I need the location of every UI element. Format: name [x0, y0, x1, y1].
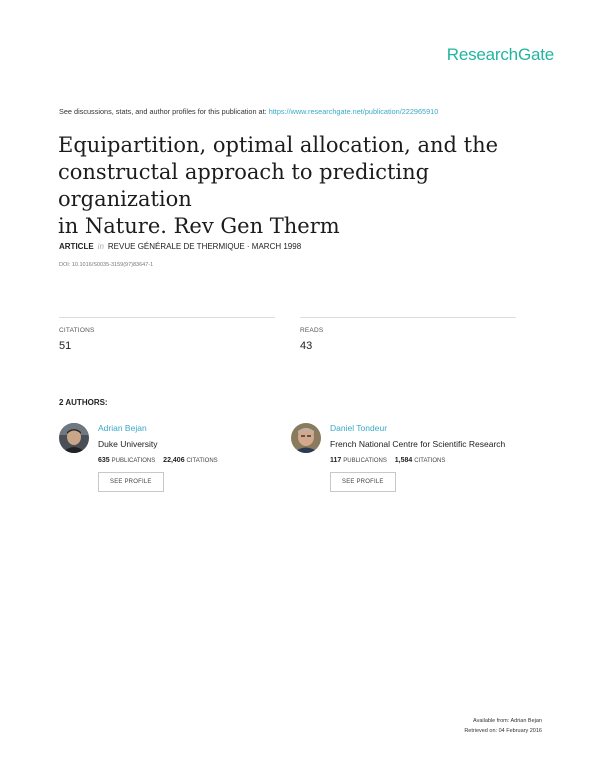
- available-from: Available from: Adrian Bejan: [473, 718, 542, 724]
- author-citations-count: 1,584: [394, 457, 413, 464]
- author-citations-label: CITATIONS: [414, 458, 446, 464]
- reads-value: 43: [300, 340, 313, 352]
- discussion-text: See discussions, stats, and author profiles for this publication at:: [59, 107, 267, 116]
- author-stats: [330, 457, 505, 464]
- author-institution: Duke University: [98, 439, 158, 449]
- publication-meta: [59, 242, 301, 251]
- publication-type: ARTICLE: [59, 242, 94, 251]
- journal-date: REVUE GÉNÉRALE DE THERMIQUE · MARCH 1998: [107, 242, 302, 251]
- title-line-2: constructal approach to predicting organization: [58, 160, 430, 211]
- publication-url-link[interactable]: https://www.researchgate.net/publication/222965910: [268, 107, 439, 116]
- author-name-link[interactable]: Adrian Bejan: [98, 423, 147, 433]
- avatar[interactable]: [59, 423, 89, 453]
- avatar[interactable]: [291, 423, 321, 453]
- author-name-link[interactable]: Daniel Tondeur: [330, 423, 388, 433]
- discussion-note: [59, 107, 438, 116]
- author-citations-count: 22,406: [163, 457, 185, 464]
- citations-value: 51: [59, 340, 72, 352]
- in-word: in: [97, 242, 104, 251]
- researchgate-logo[interactable]: ResearchGate: [446, 45, 554, 64]
- author-publications-count: 117: [330, 457, 342, 464]
- retrieved-on: Retrieved on: 04 February 2016: [464, 728, 542, 734]
- citations-stat: [59, 317, 275, 352]
- doi: DOI: 10.1016/S0035-3159(97)83647-1: [59, 262, 154, 268]
- publication-title: [58, 132, 548, 240]
- footer-info: [464, 716, 542, 736]
- title-line-3: in Nature. Rev Gen Therm: [58, 214, 340, 238]
- author-publications-label: PUBLICATIONS: [343, 458, 387, 464]
- author-publications-count: 635: [98, 457, 110, 464]
- authors-header: 2 AUTHORS:: [59, 398, 108, 407]
- title-line-1: Equipartition, optimal allocation, and the: [58, 133, 499, 157]
- author-citations-label: CITATIONS: [186, 458, 218, 464]
- author-publications-label: PUBLICATIONS: [111, 458, 156, 464]
- author-stats: [98, 457, 224, 464]
- reads-label: READS: [300, 327, 324, 334]
- author-institution: French National Centre for Scientific Research: [330, 439, 506, 449]
- see-profile-button[interactable]: SEE PROFILE: [330, 472, 396, 492]
- reads-stat: [300, 317, 516, 352]
- see-profile-button[interactable]: SEE PROFILE: [98, 472, 164, 492]
- citations-label: CITATIONS: [59, 327, 95, 334]
